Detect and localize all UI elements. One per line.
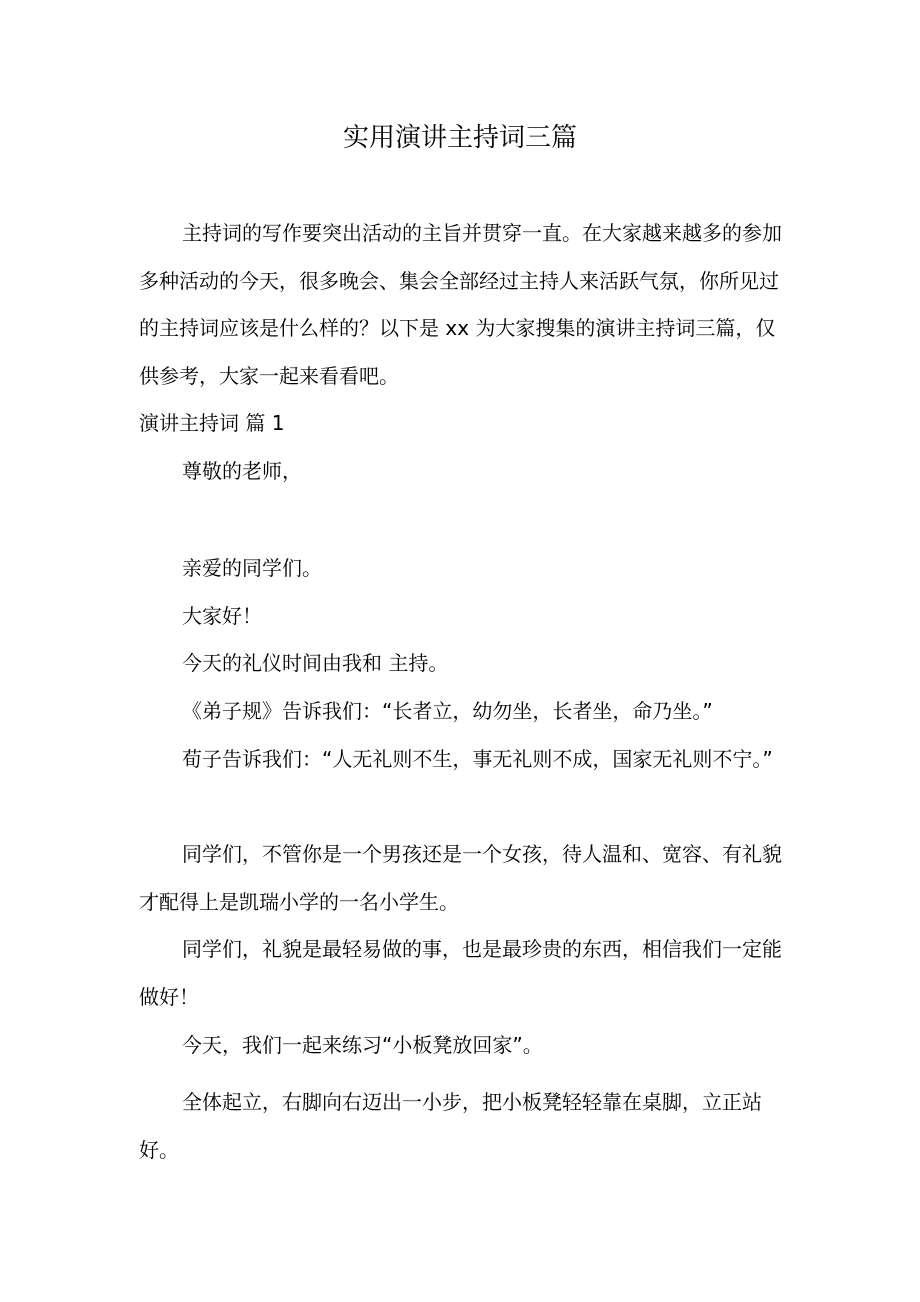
politeness-paragraph: 同学们，礼貌是最轻易做的事，也是最珍贵的东西，相信我们一定能做好！ [139, 937, 782, 1009]
practice-instruction: 全体起立，右脚向右迈出一小步，把小板凳轻轻靠在桌脚，立正站好。 [139, 1090, 762, 1162]
intro-paragraph: 主持词的写作要突出活动的主旨并贯穿一直。在大家越来越多的参加多种活动的今天，很多晚会、集会全部经过主持人来活跃气氛，你所见过的主持词应该是什么样的？以下是 xx 为大家搜集的演讲主持词三篇，仅供参考，大家一起来看看吧。 [139, 221, 782, 388]
courtesy-paragraph: 同学们，不管你是一个男孩还是一个女孩，待人温和、宽容、有礼貌才配得上是凯瑞小学的一名小学生。 [139, 842, 782, 914]
document-title: 实用演讲主持词三篇 [342, 123, 577, 153]
host-intro: 今天的礼仪时间由我和 主持。 [182, 651, 449, 675]
practice-intro: 今天，我们一起来练习“小板凳放回家”。 [182, 1033, 543, 1057]
greeting-students: 亲爱的同学们。 [182, 556, 322, 580]
greeting-teachers: 尊敬的老师， [182, 459, 302, 483]
dizigui-quote: 《弟子规》告诉我们：“长者立，幼勿坐，长者坐，命乃坐。” [182, 699, 713, 723]
section-heading: 演讲主持词 篇 1 [139, 411, 285, 435]
greeting-hello: 大家好！ [182, 604, 262, 628]
xunzi-quote: 荀子告诉我们：“人无礼则不生，事无礼则不成，国家无礼则不宁。” [182, 747, 773, 771]
